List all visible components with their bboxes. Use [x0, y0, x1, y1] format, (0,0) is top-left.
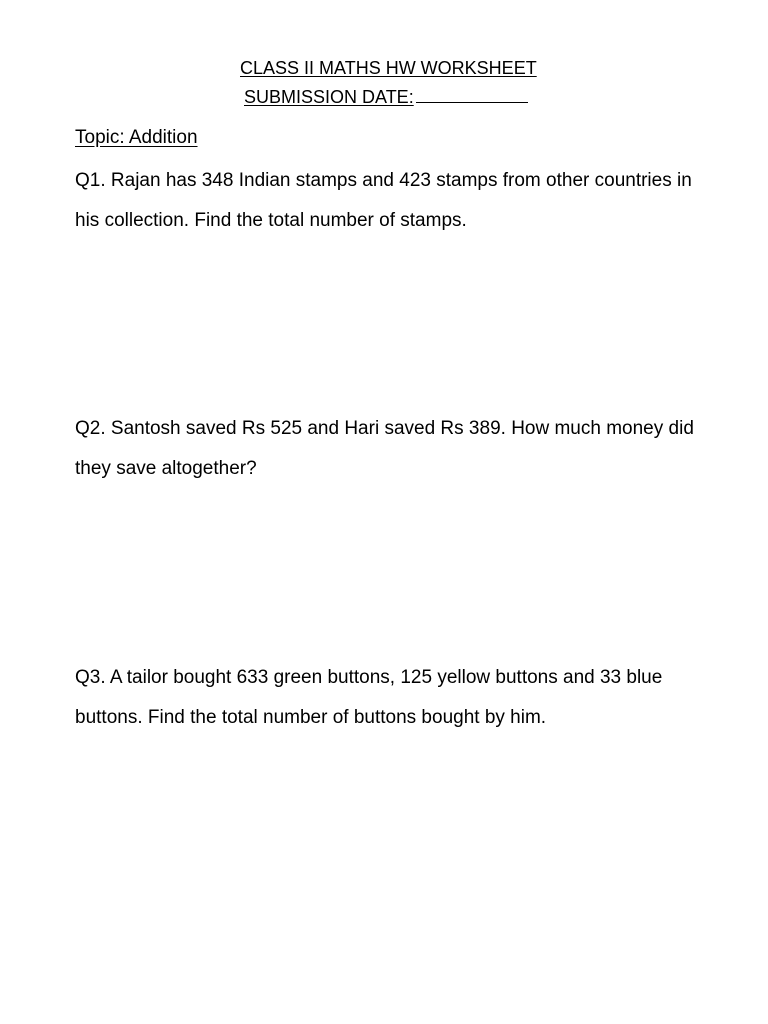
worksheet-title: CLASS II MATHS HW WORKSHEET: [240, 58, 537, 78]
question-1: Q1. Rajan has 348 Indian stamps and 423 stamps from other countries in his collection. Find the total number of stamps.: [75, 170, 692, 231]
submission-date-label: SUBMISSION DATE:: [244, 87, 414, 107]
submission-date-blank: [416, 84, 528, 103]
topic-heading: Topic: Addition: [75, 127, 198, 148]
question-3: Q3. A tailor bought 633 green buttons, 125 yellow buttons and 33 blue buttons. Find the total number of buttons bought by him.: [75, 667, 663, 728]
question-2: Q2. Santosh saved Rs 525 and Hari saved Rs 389. How much money did they save altogether?: [75, 418, 694, 479]
submission-date-line: [244, 84, 528, 108]
